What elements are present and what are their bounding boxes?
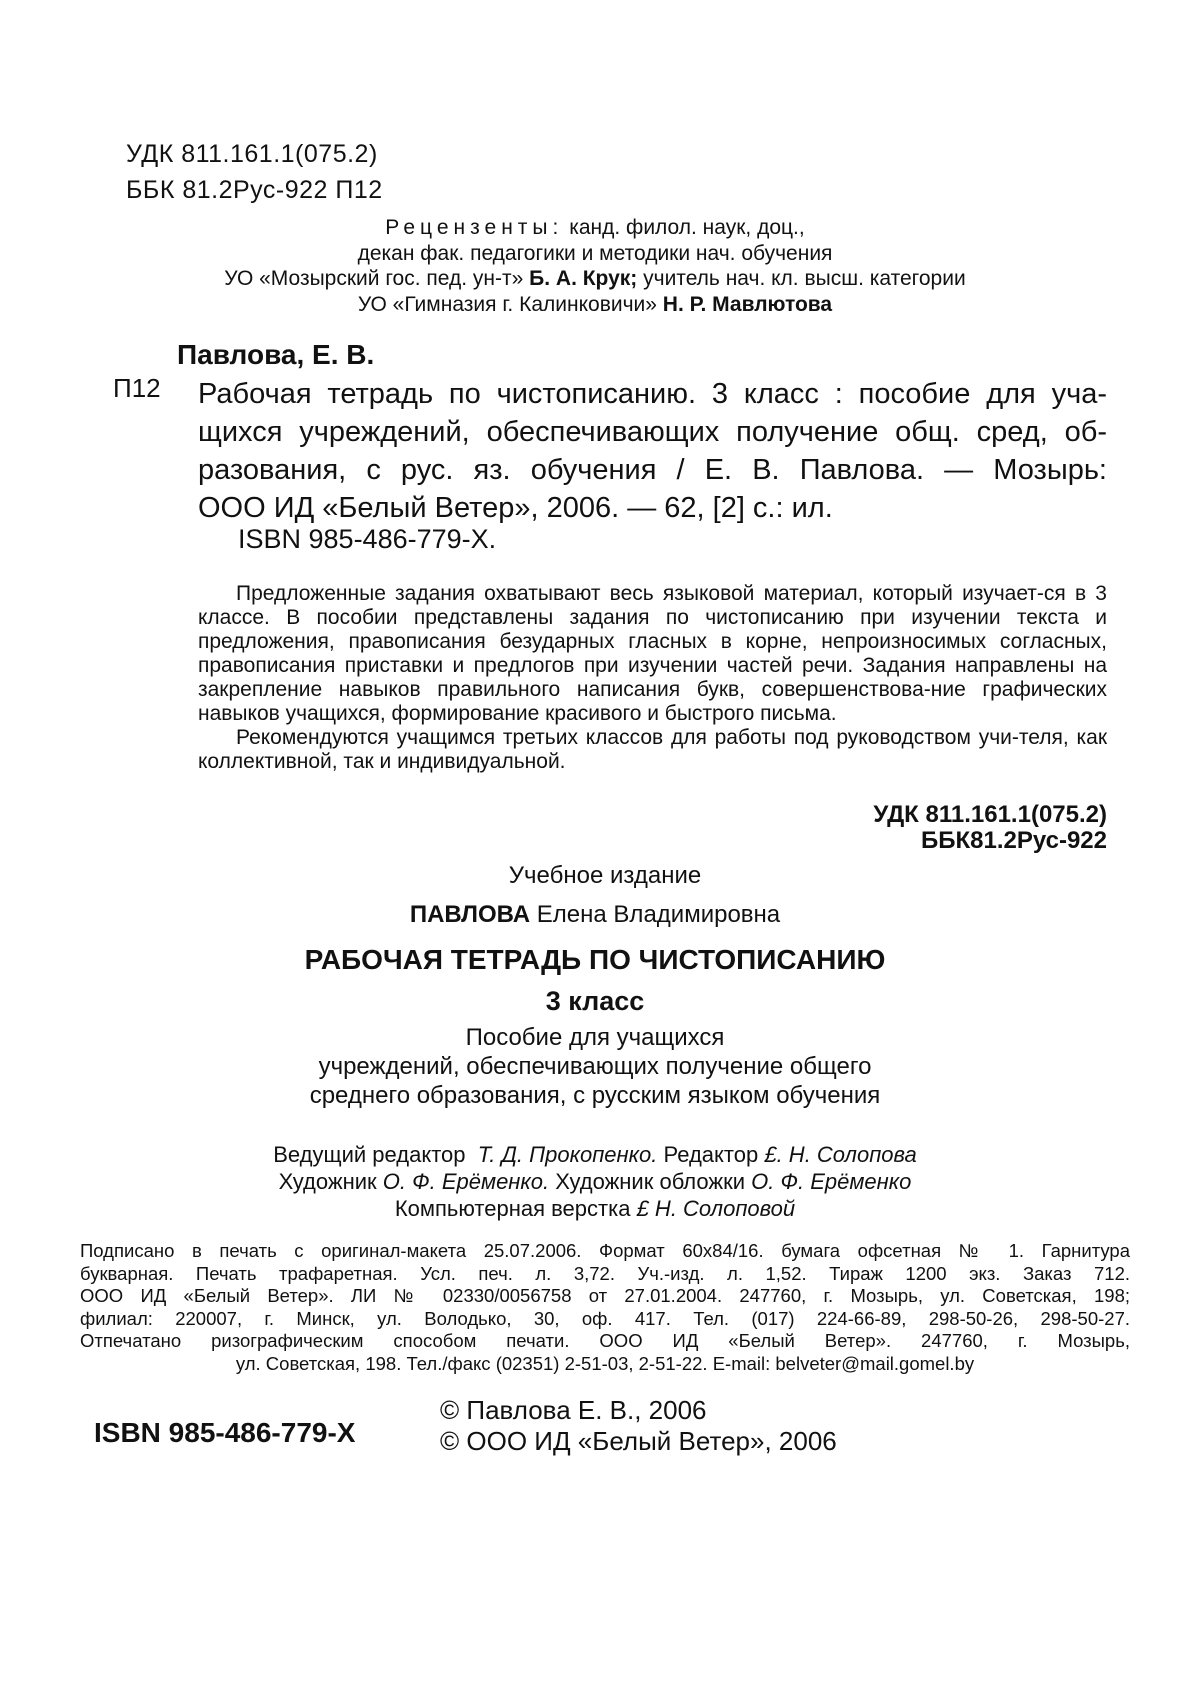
- bbk-code-right: ББК81.2Рус-922: [921, 827, 1107, 854]
- bibliographic-description: [198, 375, 1107, 527]
- imprint-line-6: ул. Советская, 198. Тел./факс (02351) 2-51-03, 2-51-22. E-mail: belveter@mail.gomel.by: [235, 1352, 975, 1374]
- artist-name: О. Ф. Ерёменко.: [382, 1169, 550, 1194]
- biblio-line-4: ООО ИД «Белый Ветер», 2006. — 62, [2] с.: ил.: [198, 492, 833, 524]
- abstract: [198, 582, 1107, 774]
- cover-artist-label: Художник обложки: [555, 1169, 746, 1194]
- reviewer-1-degree: канд. филол. наук, доц.,: [569, 216, 805, 239]
- artist-label: Художник: [278, 1169, 377, 1194]
- staff-line-2: [0, 1168, 1190, 1195]
- subtitle-line-3: среднего образования, с русским языком обучения: [309, 1082, 881, 1109]
- print-imprint: [80, 1240, 1130, 1375]
- reviewers-line-4: [170, 292, 1020, 318]
- imprint-line-5: Отпечатано ризографическим способом печати. ООО ИД «Белый Ветер». 247760, г. Мозырь,: [80, 1330, 1130, 1351]
- reviewer-2-org: УО «Гимназия г. Калинковичи»: [357, 292, 657, 316]
- book-title: РАБОЧАЯ ТЕТРАДЬ ПО ЧИСТОПИСАНИЮ: [304, 944, 886, 975]
- subtitle-line-2: учреждений, обеспечивающих получение общего: [318, 1053, 872, 1080]
- biblio-line-3: разования, с рус. яз. обучения / Е. В. Павлова. — Мозырь:: [198, 454, 1107, 486]
- abstract-paragraph-1: Предложенные задания охватывают весь языковой материал, который изучает-ся в 3 классе. В пособии представлены задания по чистописанию при изучении текста и предложения, правописания безударных гласных в корне, непроизносимых согласных, правописания приставки и предлогов при изучении частей речи. Задания направлены на закрепление навыков правильного написания букв, совершенствова-ние графических навыков учащихся, формирование красивого и быстрого письма.: [198, 582, 1107, 725]
- copyright-publisher: © ООО ИД «Белый Ветер», 2006: [440, 1426, 837, 1456]
- editor-name: £. Н. Солопова: [764, 1142, 917, 1167]
- reviewer-1-name: Б. А. Крук;: [529, 267, 638, 290]
- bbk-code-top: ББК 81.2Рус-922 П12: [126, 176, 383, 204]
- author-full-name: [0, 901, 1190, 929]
- copyright-block: [440, 1395, 837, 1457]
- reviewer-2-position: учитель нач. кл. высш. категории: [643, 267, 966, 290]
- layout-name: £ Н. Солоповой: [636, 1196, 796, 1221]
- author-surname: ПАВЛОВА: [409, 901, 531, 928]
- staff-line-1: [0, 1141, 1190, 1168]
- classification-block: [700, 802, 1107, 854]
- imprint-line-4: филиал: 220007, г. Минск, ул. Володько, 30, оф. 417. Тел. (017) 224-66-89, 298-50-26, 298-50-27.: [80, 1307, 1130, 1329]
- cover-artist-name: О. Ф. Ерёменко: [751, 1169, 912, 1194]
- reviewer-2-name: Н. Р. Мавлютова: [662, 292, 833, 316]
- staff-credits: [0, 1141, 1190, 1222]
- editor-label: Редактор: [663, 1142, 759, 1167]
- udk-code-right: УДК 811.161.1(075.2): [873, 801, 1107, 828]
- reviewers-line-3: [170, 266, 1020, 292]
- abstract-paragraph-2: Рекомендуются учащимся третьих классов для работы под руководством учи-теля, как коллективной, так и индивидуальной.: [198, 726, 1107, 773]
- reviewers-block: [170, 215, 1020, 317]
- author-code: П12: [113, 373, 161, 403]
- isbn-bottom: ISBN 985-486-779-X: [94, 1417, 356, 1448]
- imprint-line-2: букварная. Печать трафаретная. Усл. печ. л. 3,72. Уч.-изд. л. 1,52. Тираж 1200 экз. Заказ 712.: [80, 1262, 1130, 1284]
- reviewer-1-org: УО «Мозырский гос. пед. ун-т»: [224, 267, 524, 290]
- copyright-author: © Павлова Е. В., 2006: [440, 1395, 707, 1425]
- lead-editor-name: Т. Д. Прокопенко.: [477, 1142, 658, 1167]
- book-grade: 3 класс: [545, 986, 645, 1016]
- reviewer-1-position: декан фак. педагогики и методики нач. обучения: [357, 241, 833, 265]
- subtitle-line-1: Пособие для учащихся: [465, 1024, 725, 1051]
- biblio-line-1: Рабочая тетрадь по чистописанию. 3 класс : пособие для уча-: [198, 378, 1107, 410]
- udk-code-top: УДК 811.161.1(075.2): [126, 140, 378, 168]
- reviewers-line-1: [170, 215, 1020, 241]
- imprint-line-1: Подписано в печать с оригинал-макета 25.07.2006. Формат 60x84/16. бумага офсетная № 1. Гарнитура: [80, 1240, 1130, 1261]
- imprint-line-3: ООО ИД «Белый Ветер». ЛИ № 02330/0056758 от 27.01.2004. 247760, г. Мозырь, ул. Советская, 198;: [80, 1285, 1130, 1306]
- layout-label: Компьютерная верстка: [394, 1196, 631, 1221]
- author-heading: Павлова, Е. В.: [177, 339, 375, 370]
- reviewers-label: Рецензенты:: [385, 216, 564, 239]
- edition-label: Учебное издание: [508, 862, 702, 889]
- book-subtitle: [0, 1023, 1190, 1110]
- staff-line-3: [0, 1195, 1190, 1222]
- biblio-line-2: щихся учреждений, обеспечивающих получение общ. сред, об-: [198, 416, 1107, 448]
- lead-editor-label: Ведущий редактор: [273, 1142, 466, 1167]
- isbn-biblio: ISBN 985-486-779-X.: [238, 524, 497, 554]
- author-given-names: Елена Владимировна: [536, 901, 781, 928]
